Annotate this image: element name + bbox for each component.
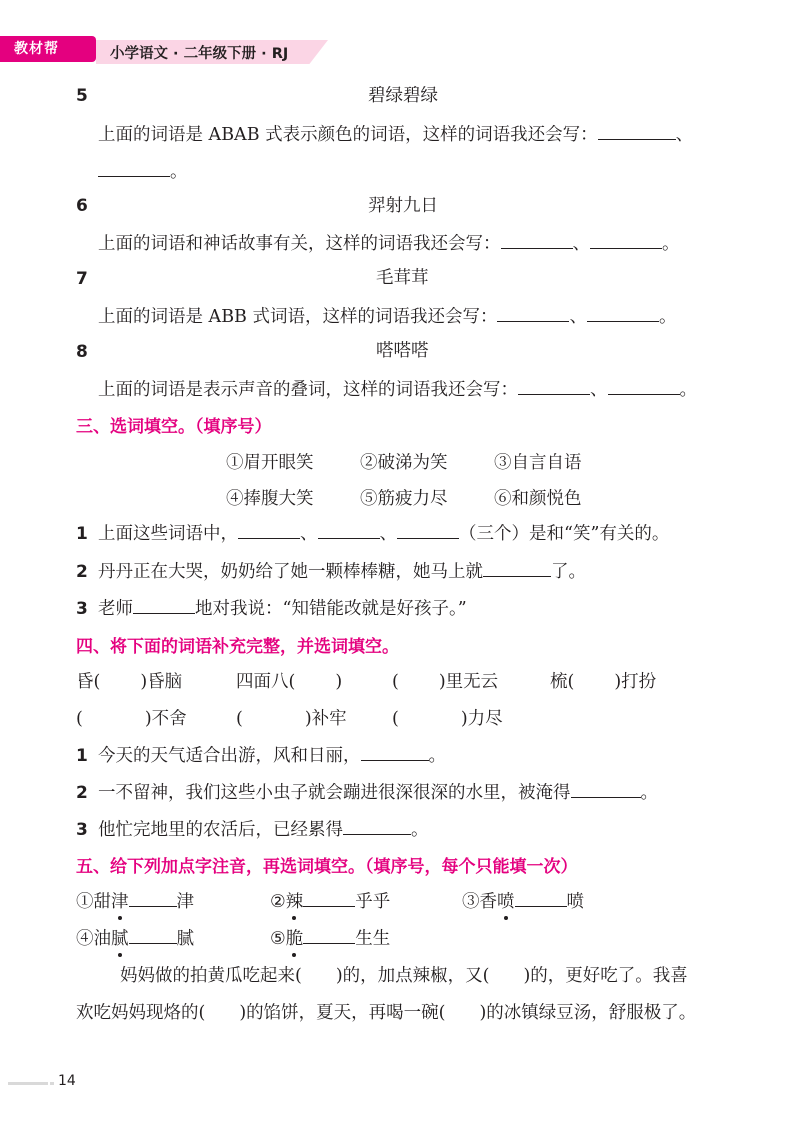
footer-rule xyxy=(8,1082,48,1085)
s5-passage-line1: 妈妈做的拍黄瓜吃起来( )的，加点辣椒，又( )的，更好吃了。我喜 xyxy=(120,966,688,986)
s3-q1-blank-2[interactable] xyxy=(318,521,380,540)
s3-option-2: ②破涕为笑 xyxy=(360,453,448,473)
s3-q1-number: 1 xyxy=(76,524,88,544)
s5-item-4-pinyin[interactable] xyxy=(129,926,177,945)
s3-option-1: ①眉开眼笑 xyxy=(226,453,314,473)
footer-dot xyxy=(50,1082,54,1085)
s5-item-1: ①甜津 津 xyxy=(76,888,194,913)
q8-sep: 、 xyxy=(590,380,608,400)
s3-option-3: ③自言自语 xyxy=(494,453,582,473)
s3-q1-blank-3[interactable] xyxy=(397,521,459,540)
q7-blank-2[interactable] xyxy=(587,304,659,323)
header-tab xyxy=(0,36,96,62)
header-tab-label: 教材帮 xyxy=(14,41,59,57)
s4-q3-text: 他忙完地里的农活后，已经累得 xyxy=(98,820,343,840)
s5-item-3-dotted-char: 喷 xyxy=(497,888,515,913)
q8-blank-2[interactable] xyxy=(608,377,680,396)
q8-prompt: 上面的词语是表示声音的叠词，这样的词语我还会写： xyxy=(98,380,518,400)
s3-q2-line xyxy=(98,558,586,583)
q5-line1 xyxy=(98,121,693,146)
q5-sep: 、 xyxy=(675,125,694,145)
q7-prompt: 上面的词语是 ABB 式词语，这样的词语我还会写： xyxy=(98,307,498,327)
s5-item-3: ③香喷 喷 xyxy=(462,888,584,913)
s4-item-6: ( )补牢 xyxy=(236,709,347,729)
s4-item-7: ( )力尽 xyxy=(392,709,503,729)
q7-end: 。 xyxy=(658,307,677,327)
q6-word: 羿射九日 xyxy=(368,196,438,216)
q7-blank-1[interactable] xyxy=(497,304,569,323)
s3-q2-text-a: 丹丹正在大哭，奶奶给了她一颗棒棒糖，她马上就 xyxy=(98,562,483,582)
s5-item-4: ④油腻 腻 xyxy=(76,925,194,950)
s5-passage-line2: 欢吃妈妈现烙的( )的馅饼，夏天，再喝一碗( )的冰镇绿豆汤，舒服极了。 xyxy=(76,1003,697,1023)
s3-q1-sep-1: 、 xyxy=(300,524,318,544)
q5-word: 碧绿碧绿 xyxy=(368,86,438,106)
s4-q2-blank[interactable] xyxy=(571,780,641,799)
s5-item-1-pinyin[interactable] xyxy=(129,889,177,908)
q5-blank-1[interactable] xyxy=(598,122,676,141)
q6-line xyxy=(98,230,680,255)
s3-q1-line xyxy=(98,520,669,545)
q8-word: 嗒嗒嗒 xyxy=(376,341,429,361)
s4-item-2: 四面八( ) xyxy=(236,672,343,692)
s5-item-5: ⑤脆 生生 xyxy=(270,925,390,950)
q6-number: 6 xyxy=(76,196,88,216)
q8-end: 。 xyxy=(679,380,697,400)
q6-prompt: 上面的词语和神话故事有关，这样的词语我还会写： xyxy=(98,234,501,254)
s4-item-1: 昏( )昏脑 xyxy=(76,672,183,692)
q5-number: 5 xyxy=(76,86,88,106)
s5-item-2-pinyin[interactable] xyxy=(303,889,355,908)
q6-sep: 、 xyxy=(572,234,590,254)
s3-q1-sep-2: 、 xyxy=(379,524,397,544)
s3-q3-number: 3 xyxy=(76,599,88,619)
s5-item-2: ②辣 乎乎 xyxy=(270,888,390,913)
q5-prompt: 上面的词语是 ABAB 式表示颜色的词语，这样的词语我还会写： xyxy=(98,125,598,145)
s3-q2-text-b: 了。 xyxy=(551,562,586,582)
s5-item-4-dotted-char: 腻 xyxy=(111,925,129,950)
s5-item-5-pinyin[interactable] xyxy=(303,926,355,945)
s3-q3-blank[interactable] xyxy=(133,596,195,615)
section4-title: 四、将下面的词语补充完整，并选词填空。 xyxy=(76,637,399,657)
q8-blank-1[interactable] xyxy=(518,377,590,396)
s5-item-3-pinyin[interactable] xyxy=(515,889,567,908)
s3-q1-text-a: 上面这些词语中， xyxy=(98,524,238,544)
section3-title: 三、选词填空。（填序号） xyxy=(76,417,272,437)
s3-q3-text-b: 地对我说：“知错能改就是好孩子。” xyxy=(195,599,467,619)
s4-q3-end: 。 xyxy=(411,820,429,840)
q6-end: 。 xyxy=(662,234,680,254)
s4-item-4: 梳( )打扮 xyxy=(550,672,657,692)
s5-item-2-dotted-char: 辣 xyxy=(286,888,304,913)
q5-end: 。 xyxy=(170,162,188,182)
s4-q3-number: 3 xyxy=(76,820,88,840)
s4-q1-number: 1 xyxy=(76,746,88,766)
q7-number: 7 xyxy=(76,269,88,289)
q7-word: 毛茸茸 xyxy=(376,268,429,288)
s4-q3-blank[interactable] xyxy=(343,817,411,836)
s3-option-5: ⑤筋疲力尽 xyxy=(360,489,448,509)
s4-q2-line xyxy=(98,779,658,804)
q5-blank-2[interactable] xyxy=(98,159,170,178)
s4-item-5: ( )不舍 xyxy=(76,709,187,729)
s4-q2-text: 一不留神，我们这些小虫子就会蹦进很深很深的水里，被淹得 xyxy=(98,783,571,803)
s4-q1-text: 今天的天气适合出游，风和日丽， xyxy=(98,746,361,766)
q8-line xyxy=(98,376,697,401)
s3-option-6: ⑥和颜悦色 xyxy=(494,489,582,509)
s3-q3-text-a: 老师 xyxy=(98,599,133,619)
s4-q1-end: 。 xyxy=(428,746,446,766)
section5-title: 五、给下列加点字注音，再选词填空。（填序号，每个只能填一次） xyxy=(76,857,578,877)
s4-q3-line xyxy=(98,816,429,841)
s4-q1-line xyxy=(98,742,446,767)
s3-q1-text-b: （三个）是和“笑”有关的。 xyxy=(459,524,670,544)
s4-q1-blank[interactable] xyxy=(361,743,429,762)
s3-q2-blank[interactable] xyxy=(483,559,551,578)
book-title: 小学语文 · 二年级下册 · RJ xyxy=(110,46,289,62)
s4-item-3: ( )里无云 xyxy=(392,672,499,692)
q6-blank-1[interactable] xyxy=(501,231,573,250)
q8-number: 8 xyxy=(76,342,88,362)
page-number: 14 xyxy=(58,1073,76,1089)
s4-q2-end: 。 xyxy=(640,783,658,803)
s3-q2-number: 2 xyxy=(76,562,88,582)
q6-blank-2[interactable] xyxy=(590,231,662,250)
s5-item-5-dotted-char: 脆 xyxy=(286,925,304,950)
q7-sep: 、 xyxy=(569,307,587,327)
s3-q3-line xyxy=(98,595,467,620)
s3-option-4: ④捧腹大笑 xyxy=(226,489,314,509)
s5-item-1-dotted-char: 津 xyxy=(111,888,129,913)
q7-line xyxy=(98,303,676,328)
s4-q2-number: 2 xyxy=(76,783,88,803)
s3-q1-blank-1[interactable] xyxy=(238,521,300,540)
q5-line2 xyxy=(98,158,188,183)
